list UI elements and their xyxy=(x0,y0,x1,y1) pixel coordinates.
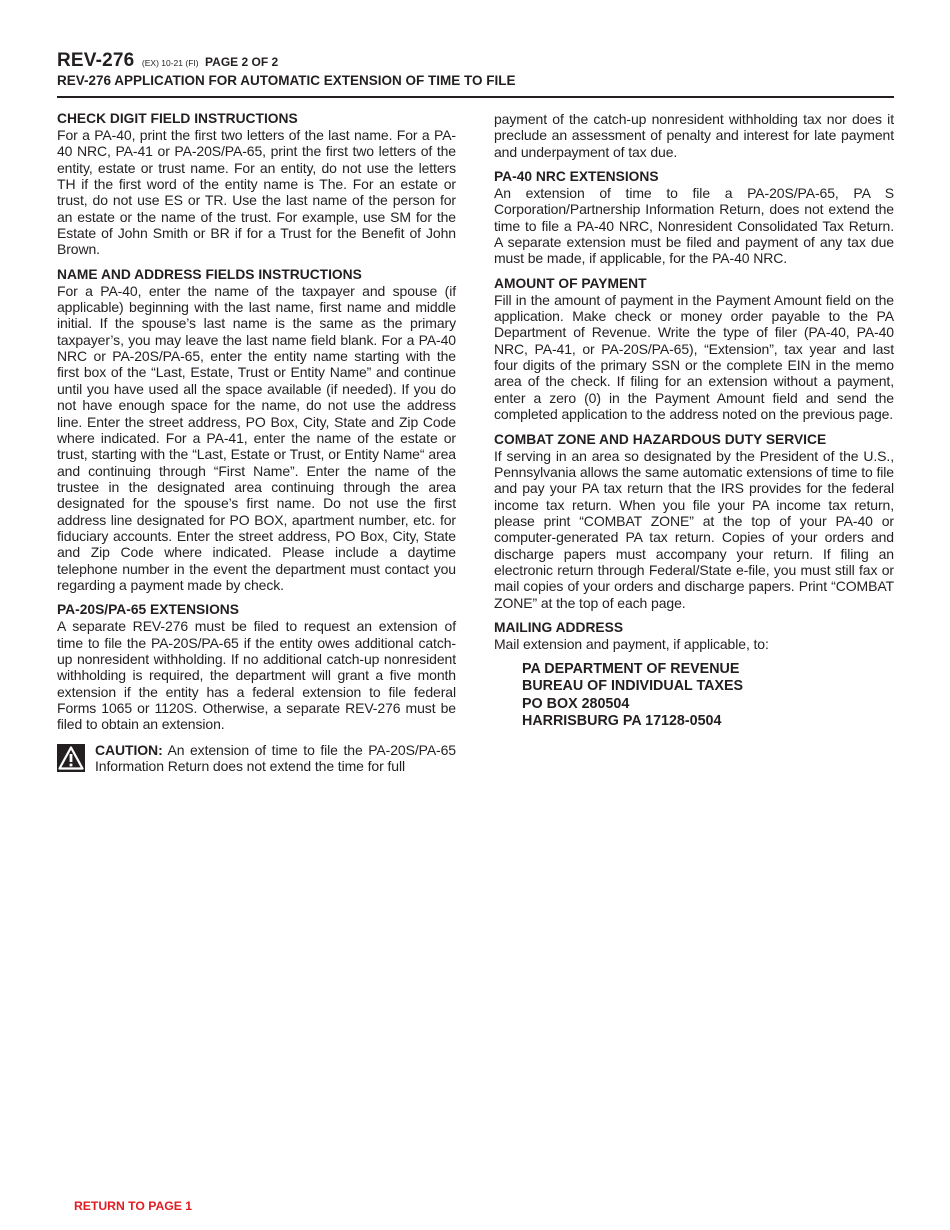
name-address-heading: NAME AND ADDRESS FIELDS INSTRUCTIONS xyxy=(57,266,362,282)
combat-heading: COMBAT ZONE AND HAZARDOUS DUTY SERVICE xyxy=(494,431,827,447)
form-id-line xyxy=(57,50,894,74)
check-digit-text: For a PA-40, print the first two letters of the last name. For a PA-40 NRC, PA-41 or PA-20S/PA-65, print the first two letters of the entity, estate or trust name. For an entity, do not use the letters TH if the first word of the entity name is The. For an estate or trust, do not use ES or TR. Use the last name of the person for an estate or the name of the trust. For example, use SM for the Estate of John Smith or BR if for a Trust for the Benefit of John Brown. xyxy=(57,127,456,258)
pa40nrc-text: An extension of time to file a PA-20S/PA-65, PA S Corporation/Partnership Information Return, does not extend the time to file a PA-40 NRC, Nonresident Consolidated Tax Return. A separate extension must be filed and payment of any tax due must be made, if applicable, for the PA-40 NRC. xyxy=(494,185,894,267)
address-line: BUREAU OF INDIVIDUAL TAXES xyxy=(522,678,744,695)
return-to-page-1-link[interactable]: RETURN TO PAGE 1 xyxy=(74,1199,193,1213)
payment-text: Fill in the amount of payment in the Payment Amount field on the application. Make check or money order payable to the PA Department of Revenue. Write the type of filer (PA-40, PA-40 NRC, PA-41, or PA-20S/PA-65), “Extension”, tax year and last four digits of the primary SSN or the complete EIN in the memo area of the check. If filing for an extension without a payment, enter a zero (0) in the Payment Amount field and send the completed application to the address noted on the previous page. xyxy=(494,291,894,423)
form-id: REV-276 xyxy=(57,50,135,71)
left-column xyxy=(57,111,456,783)
name-address-text: For a PA-40, enter the name of the taxpayer and spouse (if applicable) beginning with the last name, first name and middle initial. If the spouse’s last name is the same as the primary taxpayer’s, you may leave the last name field blank. For a PA-40 NRC or PA-20S/PA-65, enter the entity name starting with the first box of the “Last, Estate, Trust or Entity Name” and continue until you have used all the space available (if needed). If you do not have enough space for the name, do not use the address line. Enter the street address, PO Box, City, State and Zip Code where indicated. For a PA-41, enter the name of the estate or trust, starting with the “Last, Estate or Trust, or Entity Name“ area and continuing through “First Name”. Enter the name of the trustee in the designated area continuing through the area designated for the spouse’s first name. Do not use the first address line designated for PO BOX, apartment number, etc. for fiduciary accounts. Enter the street address, PO Box, City, State and Zip Code where indicated. Please include a daytime telephone number in the event the department must contact you regarding a payment made by check. xyxy=(57,282,456,593)
right-column xyxy=(494,111,894,730)
caution-text: An extension of time to file the PA-20S/PA-65 Information Return does not extend the time for full xyxy=(95,741,456,775)
header-divider xyxy=(57,96,894,98)
form-title: REV-276 APPLICATION FOR AUTOMATIC EXTENSION OF TIME TO FILE xyxy=(57,73,516,88)
page-label: PAGE 2 OF 2 xyxy=(205,55,279,69)
warning-triangle-icon xyxy=(57,744,85,772)
form-version: (EX) 10-21 (FI) xyxy=(141,58,199,68)
pa20s-heading: PA-20S/PA-65 EXTENSIONS xyxy=(57,602,239,618)
pa20s-text: A separate REV-276 must be filed to request an extension of time to file the PA-20S/PA-65 if the entity owes additional catch-up nonresident withholding. If no additional catch-up nonresident withholding is required, the department will grant a five month extension if the entity has a federal extension to file federal Forms 1065 or 1120S. Otherwise, a separate REV-276 must be filed to obtain an extension. xyxy=(57,618,456,733)
payment-heading: AMOUNT OF PAYMENT xyxy=(494,275,647,291)
mailing-intro: Mail extension and payment, if applicable, to: xyxy=(494,635,769,652)
caution-paragraph xyxy=(95,742,456,775)
mailing-heading: MAILING ADDRESS xyxy=(494,619,624,635)
combat-text: If serving in an area so designated by the President of the U.S., Pennsylvania allows the same automatic extensions of time to file and pay your PA tax return that the IRS provides for the federal income tax return. When you file your PA income tax return, please print “COMBAT ZONE” at the top of your PA-40 or computer-generated PA tax return. Copies of your orders and discharge papers must accompany your return. If filing an electronic return through Federal/State e-file, you must still fax or mail copies of your orders and discharge papers. Print “COMBAT ZONE” at the top of each page. xyxy=(494,447,894,611)
page-header xyxy=(57,50,894,88)
caution-note xyxy=(57,742,456,775)
pa40nrc-heading: PA-40 NRC EXTENSIONS xyxy=(494,169,659,185)
caution-label: CAUTION: xyxy=(95,741,163,758)
address-line: PO BOX 280504 xyxy=(522,695,630,712)
address-line: HARRISBURG PA 17128-0504 xyxy=(522,712,722,729)
caution-continued-text: payment of the catch-up nonresident withholding tax nor does it preclude an assessment of penalty and interest for late payment and underpayment of tax due. xyxy=(494,111,894,160)
mailing-address-block xyxy=(522,661,894,730)
address-line: PA DEPARTMENT OF REVENUE xyxy=(522,661,740,678)
check-digit-heading: CHECK DIGIT FIELD INSTRUCTIONS xyxy=(57,111,298,126)
